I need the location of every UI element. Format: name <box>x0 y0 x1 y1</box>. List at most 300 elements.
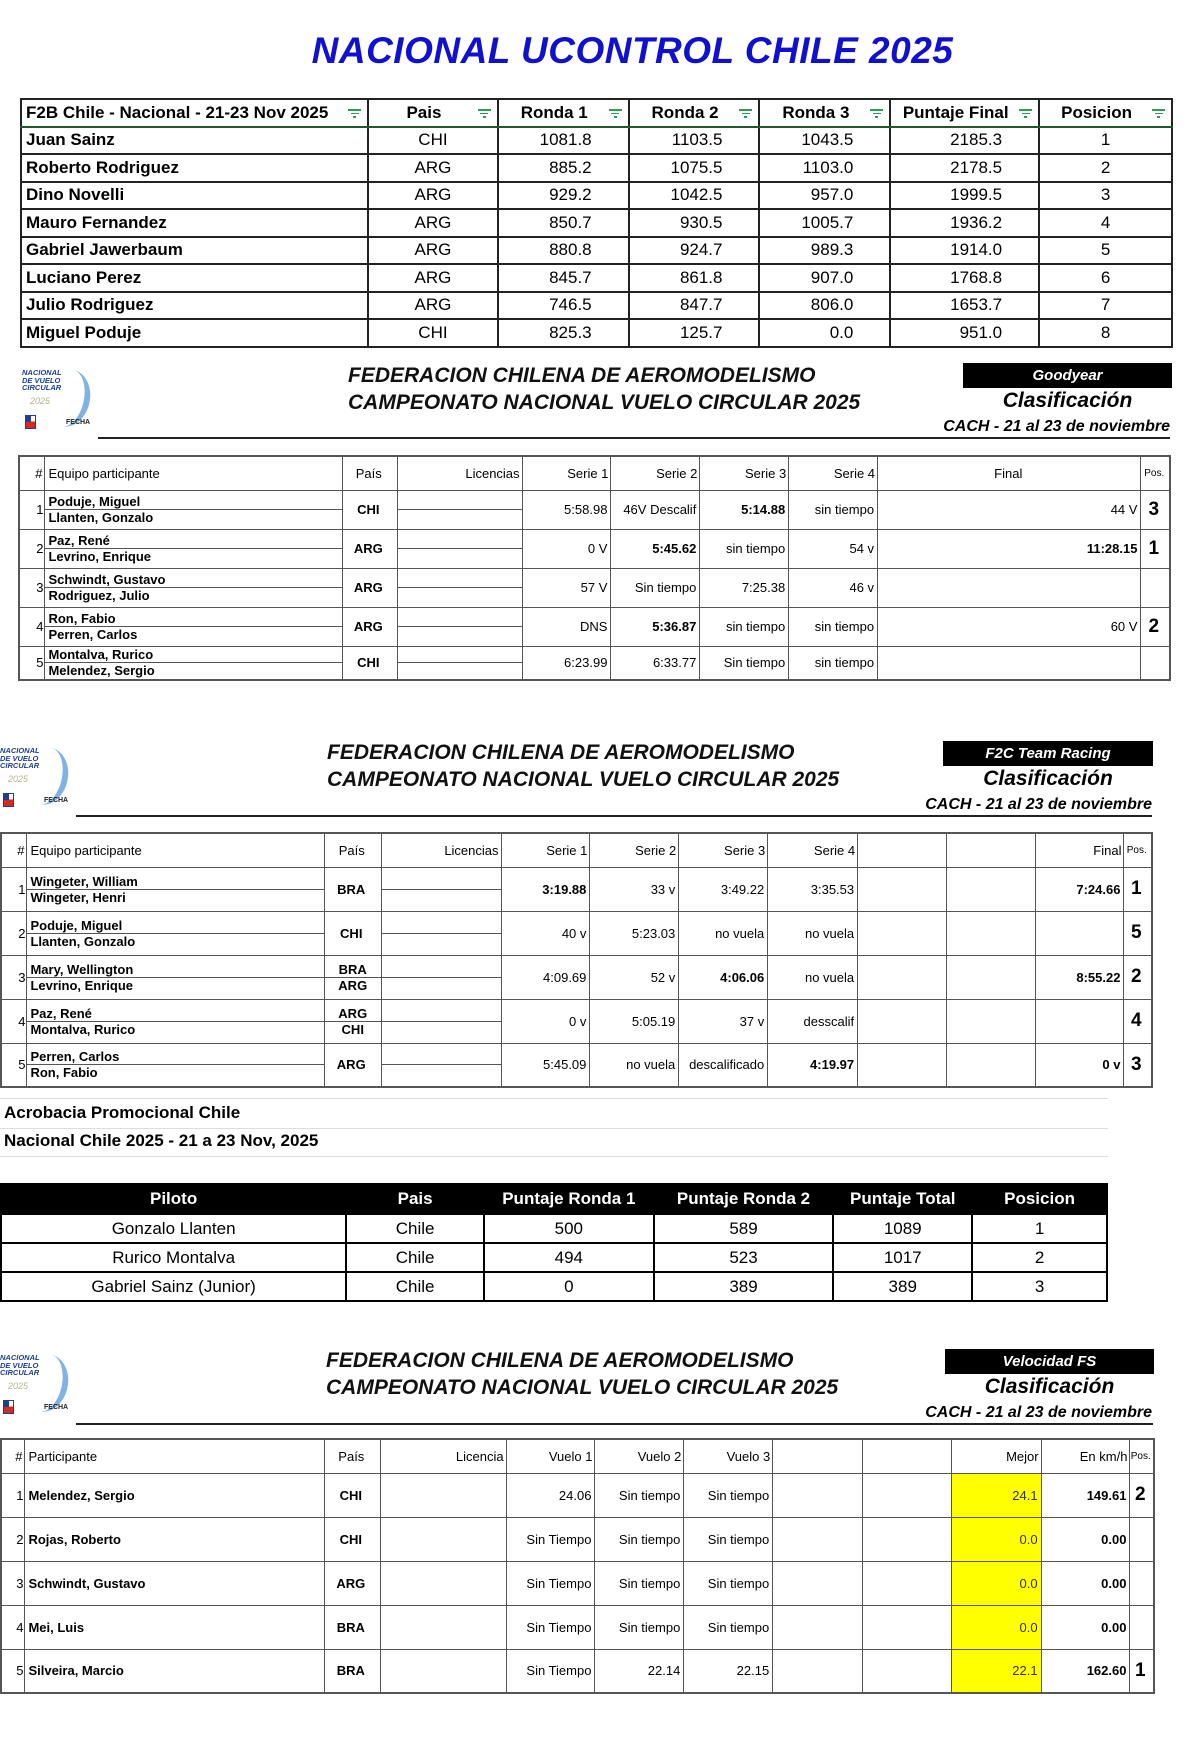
table-row <box>1 999 1152 1043</box>
table-cell: 1653.7 <box>890 292 1039 320</box>
table-row <box>19 568 1170 607</box>
f2b-col-header[interactable]: Ronda 1 <box>498 99 629 127</box>
table-cell: ARG <box>368 292 498 320</box>
table-row <box>21 154 1172 182</box>
position: 1 <box>1130 1649 1154 1693</box>
empty-cell <box>773 1561 863 1605</box>
column-header: País <box>324 833 381 867</box>
flight-v3: Sin tiempo <box>684 1605 773 1649</box>
table-cell: Mauro Fernandez <box>21 209 368 237</box>
flight-v2: 22.14 <box>595 1649 684 1693</box>
table-cell: 7 <box>1039 292 1172 320</box>
column-header <box>862 1439 951 1473</box>
pilot-name: Schwindt, Gustavo <box>48 572 166 587</box>
goodyear-results-table <box>18 455 1171 681</box>
category-label: Goodyear <box>963 363 1172 388</box>
column-header: Posicion <box>972 1184 1107 1214</box>
table-cell: 1075.5 <box>629 154 760 182</box>
speed-kmh: 162.60 <box>1041 1649 1130 1693</box>
table-cell: 847.7 <box>629 292 760 320</box>
country: CHI <box>342 490 397 529</box>
team-pilots <box>27 911 324 955</box>
table-cell: 930.5 <box>629 209 760 237</box>
result-s3: 4:06.06 <box>679 955 768 999</box>
result-s3: 7:25.38 <box>700 568 789 607</box>
country: ARG <box>342 568 397 607</box>
speed-kmh: 0.00 <box>1041 1605 1130 1649</box>
filter-icon[interactable] <box>739 109 752 119</box>
result-s4: 46 v <box>789 568 878 607</box>
position: 1 <box>1124 867 1152 911</box>
column-header: Pais <box>346 1184 484 1214</box>
table-row <box>1 1649 1154 1693</box>
table-cell: 989.3 <box>759 237 890 265</box>
table-cell: CHI <box>368 319 498 347</box>
pilot-name: Perren, Carlos <box>45 626 341 642</box>
table-cell: 2178.5 <box>890 154 1039 182</box>
championship-title: CAMPEONATO NACIONAL VUELO CIRCULAR 2025 <box>327 768 840 791</box>
column-header: # <box>1 833 27 867</box>
row-number: 5 <box>1 1649 25 1693</box>
table-row <box>1 1214 1107 1243</box>
filter-icon[interactable] <box>348 109 361 119</box>
table-row <box>1 1517 1154 1561</box>
country: CHI <box>342 646 397 680</box>
f2b-col-header[interactable]: F2B Chile - Nacional - 21-23 Nov 2025 <box>21 99 368 127</box>
table-row <box>1 1561 1154 1605</box>
f2c-results-table <box>0 832 1153 1088</box>
result-s4: sin tiempo <box>789 646 878 680</box>
column-header: Pos. <box>1141 456 1170 490</box>
table-cell: 3 <box>972 1272 1107 1301</box>
flight-v2: Sin tiempo <box>595 1517 684 1561</box>
empty-cell <box>862 1561 951 1605</box>
f2b-col-header[interactable]: Pais <box>368 99 498 127</box>
result-s3: sin tiempo <box>700 607 789 646</box>
table-cell: 1999.5 <box>890 182 1039 210</box>
table-cell: 0 <box>484 1272 654 1301</box>
pilot-name: Wingeter, Henri <box>27 889 323 905</box>
flight-v1: Sin Tiempo <box>506 1517 595 1561</box>
table-row <box>21 209 1172 237</box>
table-cell: 1103.0 <box>759 154 890 182</box>
result-final: 60 V <box>878 607 1141 646</box>
f2b-col-header[interactable]: Ronda 2 <box>629 99 760 127</box>
result-s2: 5:45.62 <box>611 529 700 568</box>
empty-cell <box>946 911 1035 955</box>
result-s1: 5:45.09 <box>501 1043 590 1087</box>
country: ARG <box>342 607 397 646</box>
table-cell: 1005.7 <box>759 209 890 237</box>
fecha-logo: NACIONAL DE VUELO CIRCULAR 2025 FECHA <box>0 743 74 809</box>
result-s4: 54 v <box>789 529 878 568</box>
acrobacia-subtitle: Nacional Chile 2025 - 21 a 23 Nov, 2025 <box>4 1131 319 1150</box>
team-pilots <box>45 646 342 680</box>
event-dates: CACH - 21 al 23 de noviembre <box>925 1404 1152 1421</box>
result-final: 11:28.15 <box>878 529 1141 568</box>
position <box>1141 568 1170 607</box>
team-pilots <box>45 529 342 568</box>
result-final: 7:24.66 <box>1035 867 1124 911</box>
result-final <box>878 568 1141 607</box>
classification-label: Clasificación <box>984 1375 1115 1398</box>
license-cell <box>380 1561 506 1605</box>
header-row <box>1 1439 1154 1473</box>
license-cell <box>381 955 501 999</box>
flight-v1: Sin Tiempo <box>506 1561 595 1605</box>
result-s1: 57 V <box>522 568 611 607</box>
table-cell: 850.7 <box>498 209 629 237</box>
table-cell: Gabriel Jawerbaum <box>21 237 368 265</box>
column-header: Mejor <box>951 1439 1041 1473</box>
header-row <box>1 833 1152 867</box>
row-number: 2 <box>19 529 45 568</box>
empty-cell <box>858 911 947 955</box>
best-time: 24.1 <box>951 1473 1041 1517</box>
acrobacia-results-table <box>0 1183 1108 1302</box>
license-cell <box>380 1517 506 1561</box>
table-cell: Juan Sainz <box>21 127 368 155</box>
table-cell: 1081.8 <box>498 127 629 155</box>
result-s1: 6:23.99 <box>522 646 611 680</box>
column-header: Participante <box>25 1439 324 1473</box>
column-header: # <box>19 456 45 490</box>
column-header <box>773 1439 863 1473</box>
result-s4: 4:19.97 <box>768 1043 858 1087</box>
column-header: Serie 1 <box>501 833 590 867</box>
table-row <box>1 1272 1107 1301</box>
table-cell: 861.8 <box>629 264 760 292</box>
result-s3: Sin tiempo <box>700 646 789 680</box>
table-cell: 746.5 <box>498 292 629 320</box>
federation-title: FEDERACION CHILENA DE AEROMODELISMO <box>327 741 795 764</box>
table-cell: 125.7 <box>629 319 760 347</box>
flight-v1: Sin Tiempo <box>506 1605 595 1649</box>
best-time: 0.0 <box>951 1561 1041 1605</box>
table-cell: 5 <box>1039 237 1172 265</box>
column-header: Equipo participante <box>45 456 342 490</box>
result-s2: 6:33.77 <box>611 646 700 680</box>
row-number: 2 <box>1 911 27 955</box>
table-cell: Gabriel Sainz (Junior) <box>1 1272 346 1301</box>
table-cell: 6 <box>1039 264 1172 292</box>
country: CHI <box>324 911 381 955</box>
country: ARG <box>324 1561 380 1605</box>
country-code: ARG <box>338 1005 368 1021</box>
position: 2 <box>1124 955 1152 999</box>
country: ARG <box>342 529 397 568</box>
best-time: 0.0 <box>951 1517 1041 1561</box>
position: 2 <box>1141 607 1170 646</box>
chile-flag-icon <box>25 415 36 429</box>
result-final: 44 V <box>878 490 1141 529</box>
column-header: Pos. <box>1124 833 1152 867</box>
table-row <box>21 319 1172 347</box>
table-cell: 389 <box>833 1272 972 1301</box>
participant-name: Silveira, Marcio <box>25 1649 324 1693</box>
position: 3 <box>1141 490 1170 529</box>
table-cell: Luciano Perez <box>21 264 368 292</box>
f2b-results-table <box>20 98 1173 348</box>
table-row <box>21 264 1172 292</box>
pilot-name: Poduje, Miguel <box>48 494 141 509</box>
empty-cell <box>858 867 947 911</box>
table-row <box>21 182 1172 210</box>
f2b-col-header[interactable]: Posicion <box>1039 99 1172 127</box>
page-title: NACIONAL UCONTROL CHILE 2025 <box>311 30 954 71</box>
result-s1: 4:09.69 <box>501 955 590 999</box>
filter-icon[interactable] <box>1152 109 1165 119</box>
column-header: # <box>1 1439 25 1473</box>
result-s2: 52 v <box>590 955 679 999</box>
country: BRA <box>324 1605 380 1649</box>
column-header: Final <box>1035 833 1124 867</box>
best-time: 22.1 <box>951 1649 1041 1693</box>
filter-icon[interactable] <box>870 109 883 119</box>
header-row <box>1 1184 1107 1214</box>
event-dates: CACH - 21 al 23 de noviembre <box>925 796 1152 813</box>
table-cell: 825.3 <box>498 319 629 347</box>
table-cell: 3 <box>1039 182 1172 210</box>
result-s4: 3:35.53 <box>768 867 858 911</box>
flight-v3: Sin tiempo <box>684 1561 773 1605</box>
best-time: 0.0 <box>951 1605 1041 1649</box>
table-cell: 929.2 <box>498 182 629 210</box>
result-final <box>1035 999 1124 1043</box>
result-s1: DNS <box>522 607 611 646</box>
f2b-col-header[interactable]: Puntaje Final <box>890 99 1039 127</box>
license-cell <box>380 1649 506 1693</box>
table-cell: 523 <box>654 1243 834 1272</box>
position: 5 <box>1124 911 1152 955</box>
table-cell: Chile <box>346 1214 484 1243</box>
country: BRA <box>324 867 381 911</box>
empty-cell <box>862 1605 951 1649</box>
team-pilots <box>27 955 324 999</box>
column-header: Equipo participante <box>27 833 324 867</box>
team-pilots <box>45 568 342 607</box>
speed-kmh: 149.61 <box>1041 1473 1130 1517</box>
filter-icon[interactable] <box>1019 109 1032 119</box>
column-header: Licencias <box>381 833 501 867</box>
column-header: Puntaje Total <box>833 1184 972 1214</box>
table-cell: 8 <box>1039 319 1172 347</box>
table-row <box>1 1043 1152 1087</box>
flight-v3: Sin tiempo <box>684 1517 773 1561</box>
table-cell: 1936.2 <box>890 209 1039 237</box>
empty-cell <box>946 867 1035 911</box>
table-cell: ARG <box>368 264 498 292</box>
table-row <box>1 1473 1154 1517</box>
result-s4: no vuela <box>768 955 858 999</box>
speed-kmh: 0.00 <box>1041 1517 1130 1561</box>
license-cell <box>380 1473 506 1517</box>
pilot-name: Ron, Fabio <box>48 611 116 626</box>
position <box>1130 1517 1154 1561</box>
empty-cell <box>858 955 947 999</box>
category-label: Velocidad FS <box>945 1349 1154 1374</box>
empty-cell <box>946 1043 1035 1087</box>
row-number: 1 <box>1 867 27 911</box>
table-cell: 924.7 <box>629 237 760 265</box>
column-header: Piloto <box>1 1184 346 1214</box>
row-number: 5 <box>19 646 45 680</box>
table-cell: 806.0 <box>759 292 890 320</box>
license-cell <box>381 911 501 955</box>
table-row <box>1 911 1152 955</box>
column-header: Vuelo 2 <box>595 1439 684 1473</box>
table-cell: 1 <box>972 1214 1107 1243</box>
filter-icon[interactable] <box>609 109 622 119</box>
result-final <box>878 646 1141 680</box>
table-row <box>19 529 1170 568</box>
pilot-name: Paz, René <box>30 1005 92 1021</box>
country-code: BRA <box>338 961 367 977</box>
table-cell: 1043.5 <box>759 127 890 155</box>
result-s2: 5:23.03 <box>590 911 679 955</box>
row-number: 3 <box>1 1561 25 1605</box>
pilot-name: Mary, Wellington <box>30 961 134 977</box>
flight-v3: 22.15 <box>684 1649 773 1693</box>
column-header: Puntaje Ronda 1 <box>484 1184 654 1214</box>
row-number: 4 <box>1 1605 25 1649</box>
empty-cell <box>946 999 1035 1043</box>
empty-cell <box>862 1473 951 1517</box>
column-header: Vuelo 1 <box>506 1439 595 1473</box>
empty-cell <box>773 1473 863 1517</box>
table-cell: Dino Novelli <box>21 182 368 210</box>
table-cell: 1042.5 <box>629 182 760 210</box>
flight-v2: Sin tiempo <box>595 1561 684 1605</box>
table-row <box>1 1605 1154 1649</box>
f2b-col-header[interactable]: Ronda 3 <box>759 99 890 127</box>
table-row <box>19 646 1170 680</box>
empty-cell <box>773 1605 863 1649</box>
position: 1 <box>1141 529 1170 568</box>
empty-cell <box>773 1517 863 1561</box>
position <box>1130 1605 1154 1649</box>
category-label: F2C Team Racing <box>943 741 1153 766</box>
column-header <box>946 833 1035 867</box>
table-cell: 907.0 <box>759 264 890 292</box>
result-s4: sin tiempo <box>789 490 878 529</box>
position: 4 <box>1124 999 1152 1043</box>
table-cell: 885.2 <box>498 154 629 182</box>
table-row <box>21 292 1172 320</box>
result-s3: 37 v <box>679 999 768 1043</box>
column-header: En km/h <box>1041 1439 1130 1473</box>
result-final: 8:55.22 <box>1035 955 1124 999</box>
empty-cell <box>858 1043 947 1087</box>
team-pilots <box>45 490 342 529</box>
velocidad-results-table <box>0 1438 1155 1694</box>
table-cell: 951.0 <box>890 319 1039 347</box>
table-row <box>21 237 1172 265</box>
column-header: Serie 3 <box>700 456 789 490</box>
column-header: País <box>324 1439 380 1473</box>
flight-v1: 24.06 <box>506 1473 595 1517</box>
result-final: 0 v <box>1035 1043 1124 1087</box>
f2b-header-row <box>21 99 1172 127</box>
pilot-name: Poduje, Miguel <box>30 917 123 933</box>
country: BRA <box>324 1649 380 1693</box>
participant-name: Schwindt, Gustavo <box>25 1561 324 1605</box>
table-cell: 1103.5 <box>629 127 760 155</box>
championship-title: CAMPEONATO NACIONAL VUELO CIRCULAR 2025 <box>348 391 861 414</box>
table-cell: 2 <box>972 1243 1107 1272</box>
license-cell <box>381 1043 501 1087</box>
pilot-name: Rodriguez, Julio <box>45 587 341 603</box>
country <box>324 955 381 999</box>
filter-icon[interactable] <box>478 109 491 119</box>
table-cell: Julio Rodriguez <box>21 292 368 320</box>
result-s2: 5:36.87 <box>611 607 700 646</box>
flight-v3: Sin tiempo <box>684 1473 773 1517</box>
column-header: Puntaje Ronda 2 <box>654 1184 834 1214</box>
flight-v2: Sin tiempo <box>595 1605 684 1649</box>
row-number: 4 <box>19 607 45 646</box>
result-s4: sin tiempo <box>789 607 878 646</box>
column-header: País <box>342 456 397 490</box>
table-cell: 4 <box>1039 209 1172 237</box>
classification-label: Clasificación <box>983 767 1113 790</box>
column-header: Serie 3 <box>679 833 768 867</box>
participant-name: Melendez, Sergio <box>25 1473 324 1517</box>
event-dates: CACH - 21 al 23 de noviembre <box>943 418 1170 435</box>
fecha-logo: NACIONAL DE VUELO CIRCULAR 2025 FECHA <box>22 365 96 431</box>
column-header: Vuelo 3 <box>684 1439 773 1473</box>
team-pilots <box>27 867 324 911</box>
pilot-name: Levrino, Enrique <box>45 548 341 564</box>
result-s1: 0 v <box>501 999 590 1043</box>
result-s3: sin tiempo <box>700 529 789 568</box>
table-cell: Chile <box>346 1243 484 1272</box>
empty-cell <box>862 1517 951 1561</box>
pilot-name: Wingeter, William <box>30 873 138 889</box>
result-s3: 3:49.22 <box>679 867 768 911</box>
table-cell: Miguel Poduje <box>21 319 368 347</box>
participant-name: Rojas, Roberto <box>25 1517 324 1561</box>
result-s2: no vuela <box>590 1043 679 1087</box>
pilot-name: Montalva, Rurico <box>48 647 154 663</box>
table-row <box>1 1243 1107 1272</box>
table-cell: 2185.3 <box>890 127 1039 155</box>
table-cell: Gonzalo Llanten <box>1 1214 346 1243</box>
table-row <box>1 955 1152 999</box>
table-cell: 1768.8 <box>890 264 1039 292</box>
table-cell: 1017 <box>833 1243 972 1272</box>
pilot-name: Perren, Carlos <box>30 1049 120 1065</box>
participant-name: Mei, Luis <box>25 1605 324 1649</box>
result-s3: descalificado <box>679 1043 768 1087</box>
empty-cell <box>858 999 947 1043</box>
position: 3 <box>1124 1043 1152 1087</box>
table-cell: Rurico Montalva <box>1 1243 346 1272</box>
license-cell <box>397 529 522 568</box>
country <box>324 999 381 1043</box>
license-cell <box>397 646 522 680</box>
federation-title: FEDERACION CHILENA DE AEROMODELISMO <box>326 1349 794 1372</box>
table-cell: Roberto Rodriguez <box>21 154 368 182</box>
table-cell: 389 <box>654 1272 834 1301</box>
pilot-name: Levrino, Enrique <box>27 977 323 993</box>
table-row <box>19 490 1170 529</box>
column-header: Serie 4 <box>768 833 858 867</box>
result-s1: 5:58.98 <box>522 490 611 529</box>
license-cell <box>380 1605 506 1649</box>
pilot-name: Llanten, Gonzalo <box>45 509 341 525</box>
table-cell: 880.8 <box>498 237 629 265</box>
